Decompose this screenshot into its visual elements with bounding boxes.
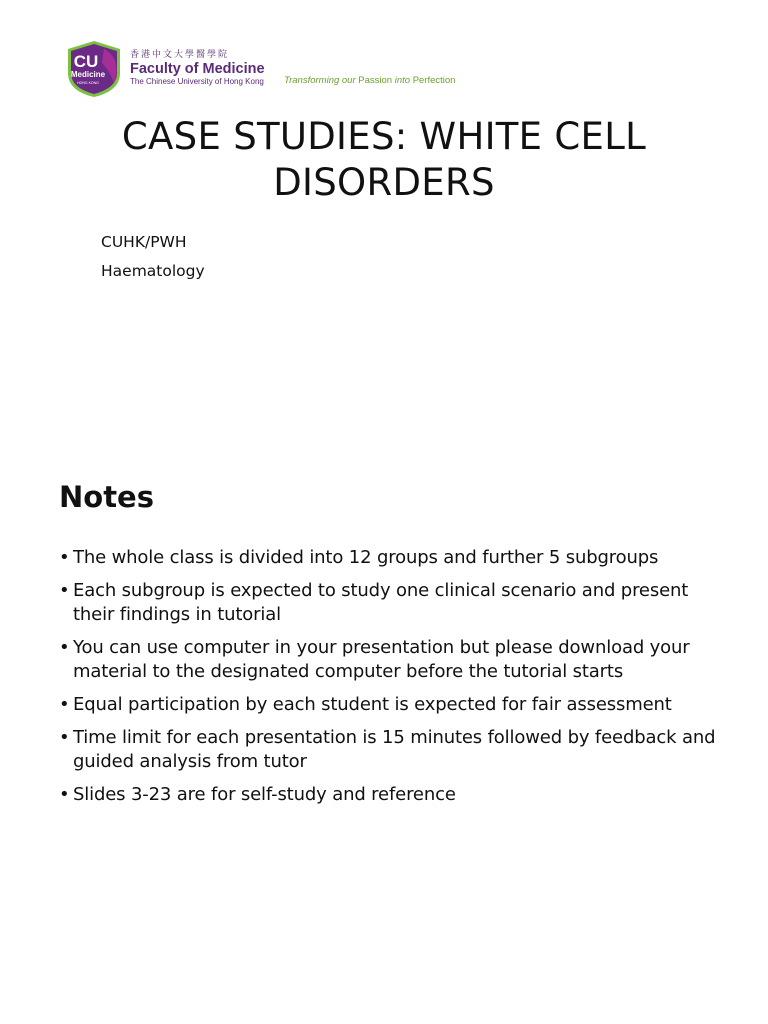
bullet-icon: • — [59, 580, 70, 601]
faculty-tagline — [284, 75, 455, 86]
bullet-text: Slides 3-23 are for self-study and reference — [73, 784, 456, 805]
list-item — [59, 726, 719, 774]
bullet-icon: • — [59, 547, 70, 568]
tagline-part-2: Passion — [358, 75, 393, 86]
logo-mark-hong-kong: HONG KONG — [77, 81, 99, 85]
notes-slide — [0, 470, 768, 1024]
bullet-icon: • — [59, 694, 70, 715]
subtitle-line-institution: CUHK/PWH — [101, 233, 187, 251]
university-name: The Chinese University of Hong Kong — [130, 77, 264, 86]
list-item — [59, 693, 719, 717]
bullet-icon: • — [59, 784, 70, 805]
faculty-name: Faculty of Medicine — [130, 61, 265, 77]
logo-mark-medicine: Medicine — [70, 70, 106, 79]
list-item — [59, 579, 719, 627]
list-item — [59, 546, 719, 570]
bullet-text: Time limit for each presentation is 15 minutes followed by feedback and guided analysis from tutor — [73, 727, 716, 772]
subtitle-line-department: Haematology — [101, 262, 205, 280]
faculty-logo-text — [130, 50, 300, 87]
list-item — [59, 783, 719, 807]
bullet-text: Equal participation by each student is expected for fair assessment — [73, 694, 672, 715]
faculty-header — [64, 39, 484, 99]
tagline-part-1: Transforming our — [284, 75, 359, 86]
faculty-chinese-name: 香港中文大學醫學院 — [130, 50, 230, 60]
bullet-text: The whole class is divided into 12 groups and further 5 subgroups — [73, 547, 659, 568]
cu-medicine-shield-icon — [64, 39, 124, 99]
bullet-text: You can use computer in your presentation but please download your material to the designated computer before the tutorial starts — [73, 637, 690, 682]
slide-subtitle — [101, 228, 205, 286]
list-item — [59, 636, 719, 684]
logo-mark-cu: CU — [73, 52, 99, 71]
title-slide — [0, 0, 768, 470]
tagline-part-4: Perfection — [412, 75, 456, 86]
notes-title: Notes — [59, 480, 154, 514]
bullet-icon: • — [59, 727, 70, 748]
bullet-icon: • — [59, 637, 70, 658]
bullet-text: Each subgroup is expected to study one clinical scenario and present their findings in tutorial — [73, 580, 689, 625]
tagline-part-3: into — [392, 75, 413, 86]
slide-title: CASE STUDIES: WHITE CELL DISORDERS — [121, 115, 647, 204]
notes-bullet-list — [59, 546, 719, 816]
